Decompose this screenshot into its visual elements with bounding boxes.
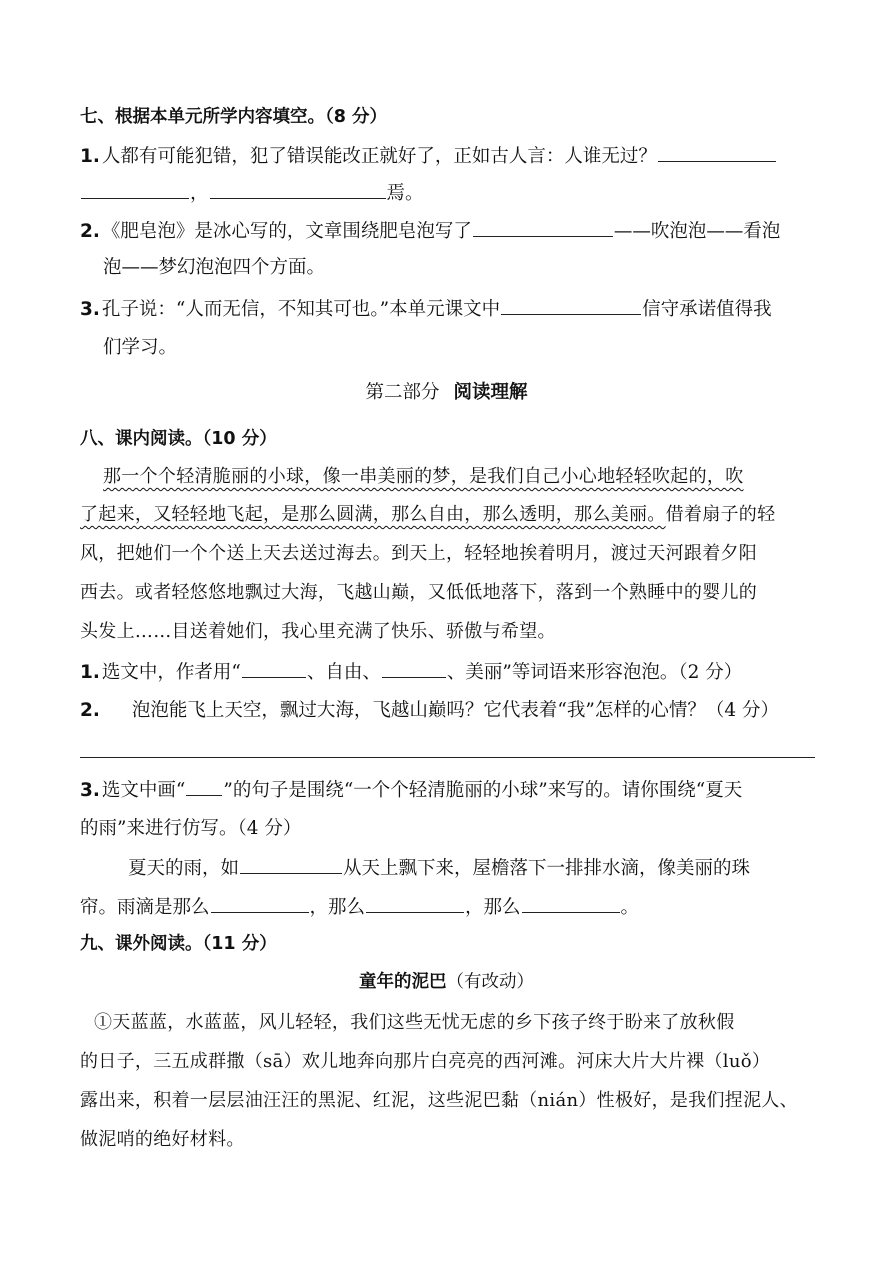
part-two-title — [0, 376, 893, 410]
q8-q3-fill-text-a: 夏天的雨，如 — [128, 858, 240, 879]
q7-item-1-text: 人都有可能犯错，犯了错误能改正就好了，正如古人言：人谁无过？ — [101, 146, 657, 167]
q8-q3-fill2-blank-b[interactable] — [366, 890, 464, 913]
q7-item-2-text-b: ——吹泡泡——看泡 — [613, 221, 781, 242]
q8-q3-fill-line2 — [80, 890, 815, 924]
q7-item-2-line2: 泡——梦幻泡泡四个方面。 — [103, 257, 326, 278]
q8-passage-line-5: 头发上……目送着她们，我心里充满了快乐、骄傲与希望。 — [80, 621, 556, 642]
q8-q3-fill-text-b: 从天上飘下来，屋檐落下一排排水滴，像美丽的珠 — [343, 858, 751, 879]
q8-q1-number: 1. — [80, 662, 100, 683]
q7-item-1-number: 1. — [80, 146, 100, 167]
q8-q3-fill2-text-d: 。 — [620, 897, 640, 918]
q7-item-3-text-b: 信守承诺值得我 — [642, 299, 772, 320]
q9-story-tag: （有改动） — [446, 972, 534, 992]
q7-item-3-text-a: 孔子说：“人而无信，不知其可也。”本单元课文中 — [101, 299, 501, 320]
q8-q3-fill-line1 — [128, 851, 818, 885]
part-two-subtitle: 阅读理解 — [453, 382, 528, 403]
q7-item-2-text-a: 《肥皂泡》是冰心写的，文章围绕肥皂泡写了 — [101, 221, 472, 242]
q8-passage-underlined-1: 那一个个轻清脆丽的小球，像一串美丽的梦，是我们自己小心地轻轻吹起的，吹 — [103, 466, 744, 487]
q7-item-2-number: 2. — [80, 221, 100, 242]
q8-q3-line1 — [80, 773, 815, 807]
q9-passage-line-4: 做泥哨的绝好材料。 — [80, 1129, 245, 1150]
q9-passage-line-2: 的日子，三五成群撒（sā）欢儿地奔向那片白亮亮的西河滩。河床大片大片裸（luǒ） — [80, 1051, 771, 1072]
q8-q1-text-a: 选文中，作者用“ — [101, 662, 241, 683]
q7-item-3-blank[interactable] — [501, 292, 641, 315]
q9-heading: 九、课外阅读。（11 分） — [80, 934, 277, 954]
q8-passage-underlined-2: 了起来，又轻轻地飞起，是那么圆满，那么自由，那么透明，那么美丽。 — [80, 504, 666, 525]
q7-item-1-blank-c[interactable] — [210, 176, 386, 199]
q8-q3-text-a: 选文中画“ — [101, 780, 186, 801]
q7-item-1-line2 — [80, 176, 815, 210]
q8-q3-mark-sample — [186, 773, 222, 796]
q8-q1-text-b: 、自由、 — [306, 662, 381, 683]
q7-item-2-blank[interactable] — [473, 214, 613, 237]
q8-q1-text-c: 、美丽”等词语来形容泡泡。（2 分） — [446, 662, 743, 683]
q8-passage-line-4: 西去。或者轻悠悠地飘过大海，飞越山巅，又低低地落下，落到一个熟睡中的婴儿的 — [80, 582, 758, 603]
q8-passage-line-1 — [103, 460, 815, 494]
q8-q3-fill2-text-c: ，那么 — [465, 897, 521, 918]
q8-q3-fill2-text-b: ，那么 — [309, 897, 366, 918]
q8-q1-blank-b[interactable] — [382, 655, 446, 678]
q7-item-1-blank-a[interactable] — [658, 139, 776, 162]
q8-q3-fill-blank-a[interactable] — [240, 851, 342, 874]
part-two-label: 第二部分 — [365, 382, 440, 403]
q8-q3-fill2-blank-a[interactable] — [211, 890, 309, 913]
q7-item-1-ending: 焉。 — [386, 183, 424, 204]
q8-passage-line-2 — [80, 498, 815, 532]
q8-q3-line2: 的雨”来进行仿写。（4 分） — [80, 818, 302, 839]
q7-item-1-line1 — [80, 139, 815, 173]
q8-heading: 八、课内阅读。（10 分） — [80, 429, 277, 449]
q9-passage-line-1: ①天蓝蓝，水蓝蓝，风儿轻轻，我们这些无忧无虑的乡下孩子终于盼来了放秋假 — [94, 1012, 735, 1033]
q7-item-3-line2: 们学习。 — [103, 337, 178, 358]
q7-heading: 七、根据本单元所学内容填空。（8 分） — [80, 107, 388, 127]
q8-q2-text: 泡泡能飞上天空，飘过大海，飞越山巅吗？它代表着“我”怎样的心情？（4 分） — [131, 700, 779, 721]
q8-q1-blank-a[interactable] — [242, 655, 306, 678]
q7-item-3-number: 3. — [80, 299, 100, 320]
q9-passage-line-3: 露出来，积着一层层油汪汪的黑泥、红泥，这些泥巴黏（nián）性极好，是我们捏泥人、 — [80, 1090, 798, 1111]
q8-q1 — [80, 655, 815, 689]
q8-q2 — [80, 694, 815, 728]
q7-item-1-blank-b[interactable] — [81, 176, 189, 199]
q8-q3-number: 3. — [80, 780, 100, 801]
q8-passage-line-3: 风，把她们一个个送上天去送过海去。到天上，轻轻地挨着明月，渡过天河跟着夕阳 — [80, 543, 758, 564]
q8-q3-fill2-text-a: 帘。雨滴是那么 — [80, 897, 210, 918]
q7-item-3-line1 — [80, 292, 815, 326]
q7-item-2-line1 — [80, 214, 815, 248]
q9-story-title — [0, 965, 893, 999]
q9-story-title-text: 童年的泥巴 — [359, 972, 447, 992]
q7-item-1-comma: ， — [190, 183, 209, 204]
q8-q2-number: 2. — [80, 700, 100, 721]
q8-q2-answer-line[interactable] — [80, 757, 815, 758]
q8-q3-fill2-blank-c[interactable] — [522, 890, 620, 913]
q8-passage-rest-2: 借着扇子的轻 — [665, 504, 776, 525]
q8-q3-text-b: ”的句子是围绕“一个个轻清脆丽的小球”来写的。请你围绕“夏天 — [223, 780, 743, 801]
